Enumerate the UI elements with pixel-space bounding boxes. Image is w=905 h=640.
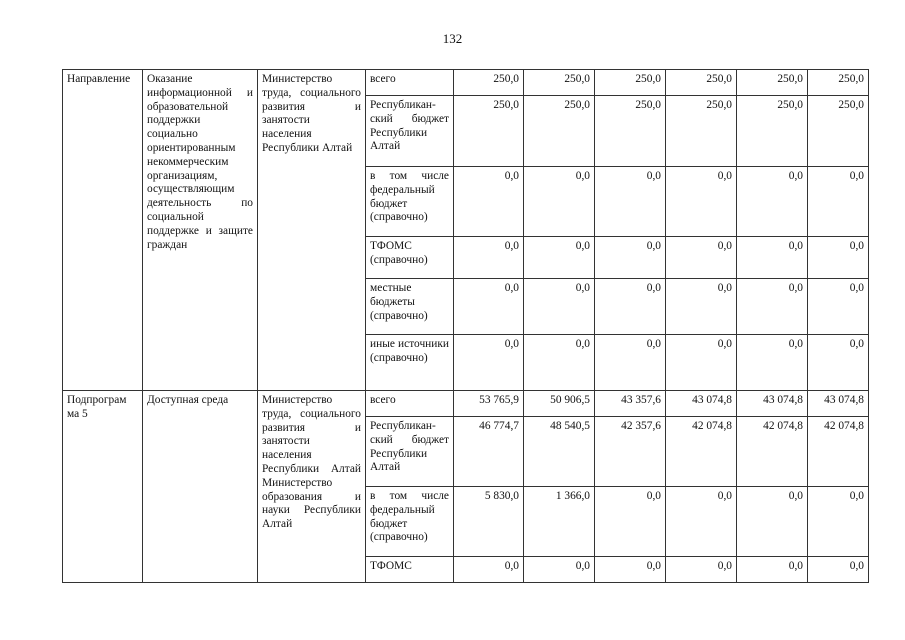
source-label-cell: ТФОМС (справочно): [366, 237, 454, 279]
row-name-cell: Доступная среда: [143, 391, 258, 583]
value-cell: 0,0: [595, 487, 666, 557]
value-cell: 0,0: [808, 557, 869, 583]
value-cell: 46 774,7: [454, 417, 524, 487]
value-cell: 250,0: [666, 96, 737, 167]
value-cell: 0,0: [808, 487, 869, 557]
value-cell: 42 074,8: [808, 417, 869, 487]
value-cell: 0,0: [666, 487, 737, 557]
source-label-cell: иные источники (справочно): [366, 335, 454, 391]
value-cell: 0,0: [737, 167, 808, 237]
source-label-cell: в том числе федеральный бюджет (справочно): [366, 167, 454, 237]
row-executor-cell: Министерство труда, социального развития и занятости населения Республики Алтай: [258, 70, 366, 391]
source-label-cell: местные бюджеты (справочно): [366, 279, 454, 335]
value-cell: 250,0: [595, 96, 666, 167]
row-name-cell: Оказание информационной и образовательной поддержки социально ориентированным некоммерческим организациям, осуществляющим деятельность по социальной поддержке и защите граждан: [143, 70, 258, 391]
budget-table: [62, 69, 869, 583]
source-label-cell: всего: [366, 70, 454, 96]
value-cell: 0,0: [524, 557, 595, 583]
value-cell: 0,0: [737, 335, 808, 391]
value-cell: 250,0: [808, 96, 869, 167]
value-cell: 250,0: [524, 96, 595, 167]
value-cell: 0,0: [666, 279, 737, 335]
value-cell: 42 074,8: [666, 417, 737, 487]
value-cell: 0,0: [737, 237, 808, 279]
value-cell: 48 540,5: [524, 417, 595, 487]
value-cell: 0,0: [524, 237, 595, 279]
value-cell: 0,0: [808, 237, 869, 279]
value-cell: 0,0: [595, 167, 666, 237]
value-cell: 42 074,8: [737, 417, 808, 487]
value-cell: 0,0: [454, 237, 524, 279]
value-cell: 43 074,8: [737, 391, 808, 417]
value-cell: 250,0: [595, 70, 666, 96]
value-cell: 43 074,8: [666, 391, 737, 417]
value-cell: 250,0: [737, 70, 808, 96]
value-cell: 250,0: [808, 70, 869, 96]
value-cell: 1 366,0: [524, 487, 595, 557]
value-cell: 50 906,5: [524, 391, 595, 417]
value-cell: 0,0: [737, 487, 808, 557]
value-cell: 53 765,9: [454, 391, 524, 417]
value-cell: 0,0: [595, 237, 666, 279]
value-cell: 0,0: [666, 237, 737, 279]
value-cell: 0,0: [808, 167, 869, 237]
source-label-cell: Республикан-ский бюджет Республики Алтай: [366, 417, 454, 487]
value-cell: 5 830,0: [454, 487, 524, 557]
row-type-cell: Подпрограм ма 5: [63, 391, 143, 583]
value-cell: 0,0: [666, 557, 737, 583]
row-executor-cell: Министерство труда, социального развития и занятости населения Республики Алтай Министерство образования и науки Республики Алтай: [258, 391, 366, 583]
value-cell: 0,0: [808, 335, 869, 391]
table-row: [63, 391, 869, 417]
row-type-cell: Направление: [63, 70, 143, 391]
value-cell: 250,0: [737, 96, 808, 167]
value-cell: 250,0: [454, 96, 524, 167]
value-cell: 0,0: [454, 279, 524, 335]
source-label-cell: всего: [366, 391, 454, 417]
value-cell: 0,0: [595, 557, 666, 583]
value-cell: 0,0: [595, 279, 666, 335]
value-cell: 43 357,6: [595, 391, 666, 417]
value-cell: 250,0: [666, 70, 737, 96]
page-number: 132: [442, 31, 463, 46]
value-cell: 0,0: [524, 279, 595, 335]
value-cell: 250,0: [524, 70, 595, 96]
value-cell: 0,0: [737, 279, 808, 335]
value-cell: 0,0: [666, 167, 737, 237]
value-cell: 0,0: [454, 335, 524, 391]
value-cell: 0,0: [737, 557, 808, 583]
value-cell: 0,0: [595, 335, 666, 391]
value-cell: 0,0: [524, 167, 595, 237]
table-row: [63, 70, 869, 96]
value-cell: 250,0: [454, 70, 524, 96]
value-cell: 0,0: [454, 167, 524, 237]
source-label-cell: в том числе федеральный бюджет (справочно): [366, 487, 454, 557]
source-label-cell: Республикан-ский бюджет Республики Алтай: [366, 96, 454, 167]
value-cell: 0,0: [454, 557, 524, 583]
value-cell: 0,0: [524, 335, 595, 391]
value-cell: 0,0: [666, 335, 737, 391]
value-cell: 42 357,6: [595, 417, 666, 487]
source-label-cell: ТФОМС: [366, 557, 454, 583]
value-cell: 0,0: [808, 279, 869, 335]
value-cell: 43 074,8: [808, 391, 869, 417]
